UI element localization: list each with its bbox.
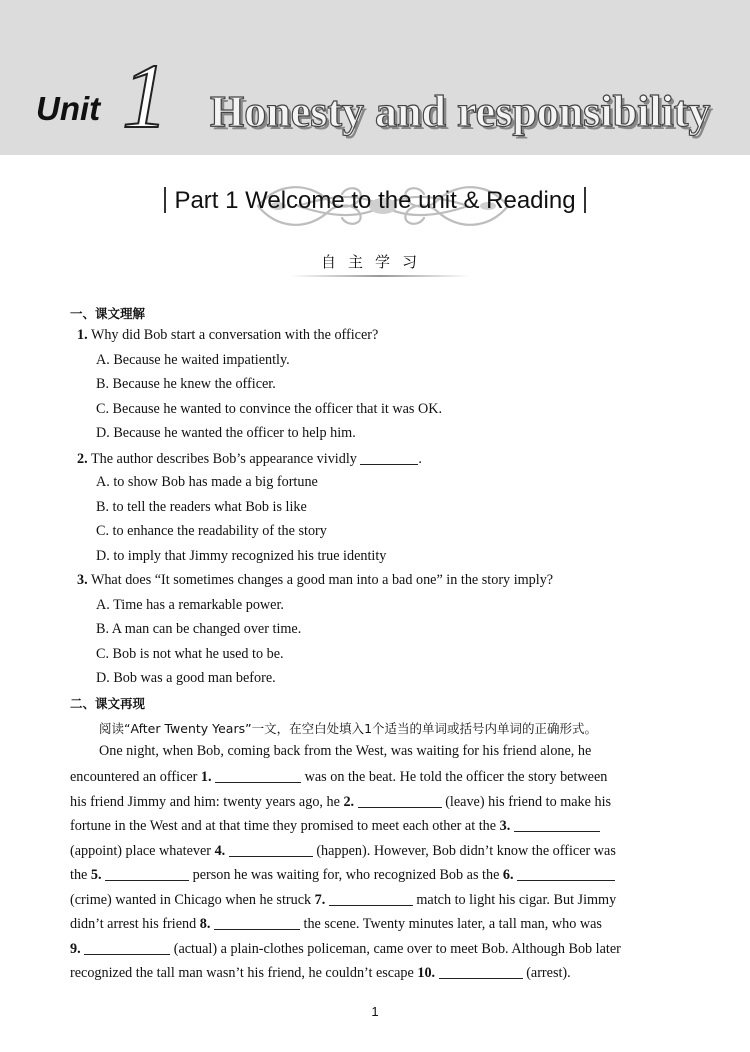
sec2-instruction: 阅读“After Twenty Years”一文，在空白处填入1个适当的单词或括号内单词的正确形式。 <box>99 721 598 736</box>
question-number: 1. <box>77 327 88 343</box>
passage-text: person he was waiting for, who recognized Bob as the <box>192 867 500 883</box>
question-stem-end: . <box>418 451 422 467</box>
part-title-text: Part 1 Welcome to the unit & Reading <box>174 187 576 214</box>
option: C. Because he wanted to convince the officer that it was OK. <box>96 401 443 417</box>
blank-number: 7. <box>314 892 326 908</box>
blank-number: 10. <box>417 965 436 981</box>
unit-banner <box>0 0 750 155</box>
blank-number: 6. <box>502 867 514 883</box>
passage-text: fortune in the West and at that time they promised to meet each other at the <box>70 818 497 834</box>
option: B. A man can be changed over time. <box>96 621 302 637</box>
option: A. Time has a remarkable power. <box>96 597 284 613</box>
passage-text: the <box>70 867 88 883</box>
passage-text: encountered an officer <box>70 769 198 785</box>
sec2-heading: 二、课文再现 <box>70 696 146 711</box>
blank-number: 9. <box>70 941 81 957</box>
passage-text: was on the beat. He told the officer the story between <box>304 769 608 785</box>
option: C. Bob is not what he used to be. <box>96 646 284 662</box>
passage-text: (actual) a plain-clothes policeman, came over to meet Bob. Although Bob later <box>173 941 621 957</box>
passage-line <box>70 793 611 811</box>
passage-line <box>70 768 607 786</box>
answer-blank-9[interactable] <box>84 940 170 955</box>
option: D. to imply that Jimmy recognized his true identity <box>96 548 387 564</box>
question-number: 3. <box>77 572 88 588</box>
passage-text: the scene. Twenty minutes later, a tall man, who was <box>303 916 602 932</box>
passage-line <box>70 915 602 933</box>
question-stem: What does “It sometimes changes a good man into a bad one” in the story imply? <box>90 572 554 588</box>
passage-line <box>70 866 615 884</box>
question-1 <box>77 327 378 344</box>
unit-label: Unit <box>36 90 101 127</box>
answer-blank-1[interactable] <box>215 768 301 783</box>
option: C. to enhance the readability of the story <box>96 523 327 539</box>
answer-blank[interactable] <box>360 450 418 465</box>
part-title <box>0 187 750 215</box>
option: B. to tell the readers what Bob is like <box>96 499 307 515</box>
blank-number: 1. <box>200 769 212 785</box>
blank-number: 2. <box>343 794 355 810</box>
sec1-heading: 一、课文理解 <box>70 306 146 321</box>
passage-line <box>70 964 571 982</box>
passage-line <box>70 891 616 909</box>
unit-number: 1 <box>122 45 168 147</box>
section-heading-underline <box>290 275 470 277</box>
answer-blank-3[interactable] <box>514 817 600 832</box>
answer-blank-8[interactable] <box>214 915 300 930</box>
passage-text: (leave) his friend to make his <box>445 794 612 810</box>
question-stem: The author describes Bob’s appearance vividly <box>90 451 357 467</box>
page-number: 1 <box>371 1004 379 1019</box>
part-title-right-bar <box>584 187 586 213</box>
part-title-left-bar <box>164 187 166 213</box>
passage-text: didn’t arrest his friend <box>70 916 197 932</box>
question-stem: Why did Bob start a conversation with the officer? <box>90 327 379 343</box>
option: B. Because he knew the officer. <box>96 376 276 392</box>
answer-blank-2[interactable] <box>358 793 442 808</box>
blank-number: 3. <box>499 818 511 834</box>
option: A. Because he waited impatiently. <box>96 352 290 368</box>
question-2 <box>77 450 422 468</box>
section-heading: 自主学习 <box>320 253 429 271</box>
passage-line <box>70 817 600 835</box>
unit-title: Honesty and responsibility <box>210 87 711 136</box>
option: D. Because he wanted the officer to help him. <box>96 425 356 441</box>
question-3 <box>77 572 553 589</box>
option: D. Bob was a good man before. <box>96 670 276 686</box>
answer-blank-5[interactable] <box>105 866 189 881</box>
answer-blank-4[interactable] <box>229 842 313 857</box>
passage-text: (appoint) place whatever <box>70 843 212 859</box>
answer-blank-6[interactable] <box>517 866 615 881</box>
passage-line <box>70 940 621 958</box>
blank-number: 4. <box>214 843 226 859</box>
question-number: 2. <box>77 451 88 467</box>
passage-text: (happen). However, Bob didn’t know the officer was <box>316 843 616 859</box>
passage-text: recognized the tall man wasn’t his friend, he couldn’t escape <box>70 965 414 981</box>
passage-text: match to light his cigar. But Jimmy <box>416 892 617 908</box>
passage-text: (arrest). <box>526 965 571 981</box>
blank-number: 8. <box>199 916 211 932</box>
blank-number: 5. <box>90 867 102 883</box>
passage-line: One night, when Bob, coming back from the West, was waiting for his friend alone, he <box>99 743 592 759</box>
passage-text: (crime) wanted in Chicago when he struck <box>70 892 312 908</box>
part-header <box>0 178 750 234</box>
passage-text: his friend Jimmy and him: twenty years ago, he <box>70 794 340 810</box>
answer-blank-10[interactable] <box>439 964 523 979</box>
option: A. to show Bob has made a big fortune <box>96 474 318 490</box>
passage-line <box>70 842 616 860</box>
answer-blank-7[interactable] <box>329 891 413 906</box>
